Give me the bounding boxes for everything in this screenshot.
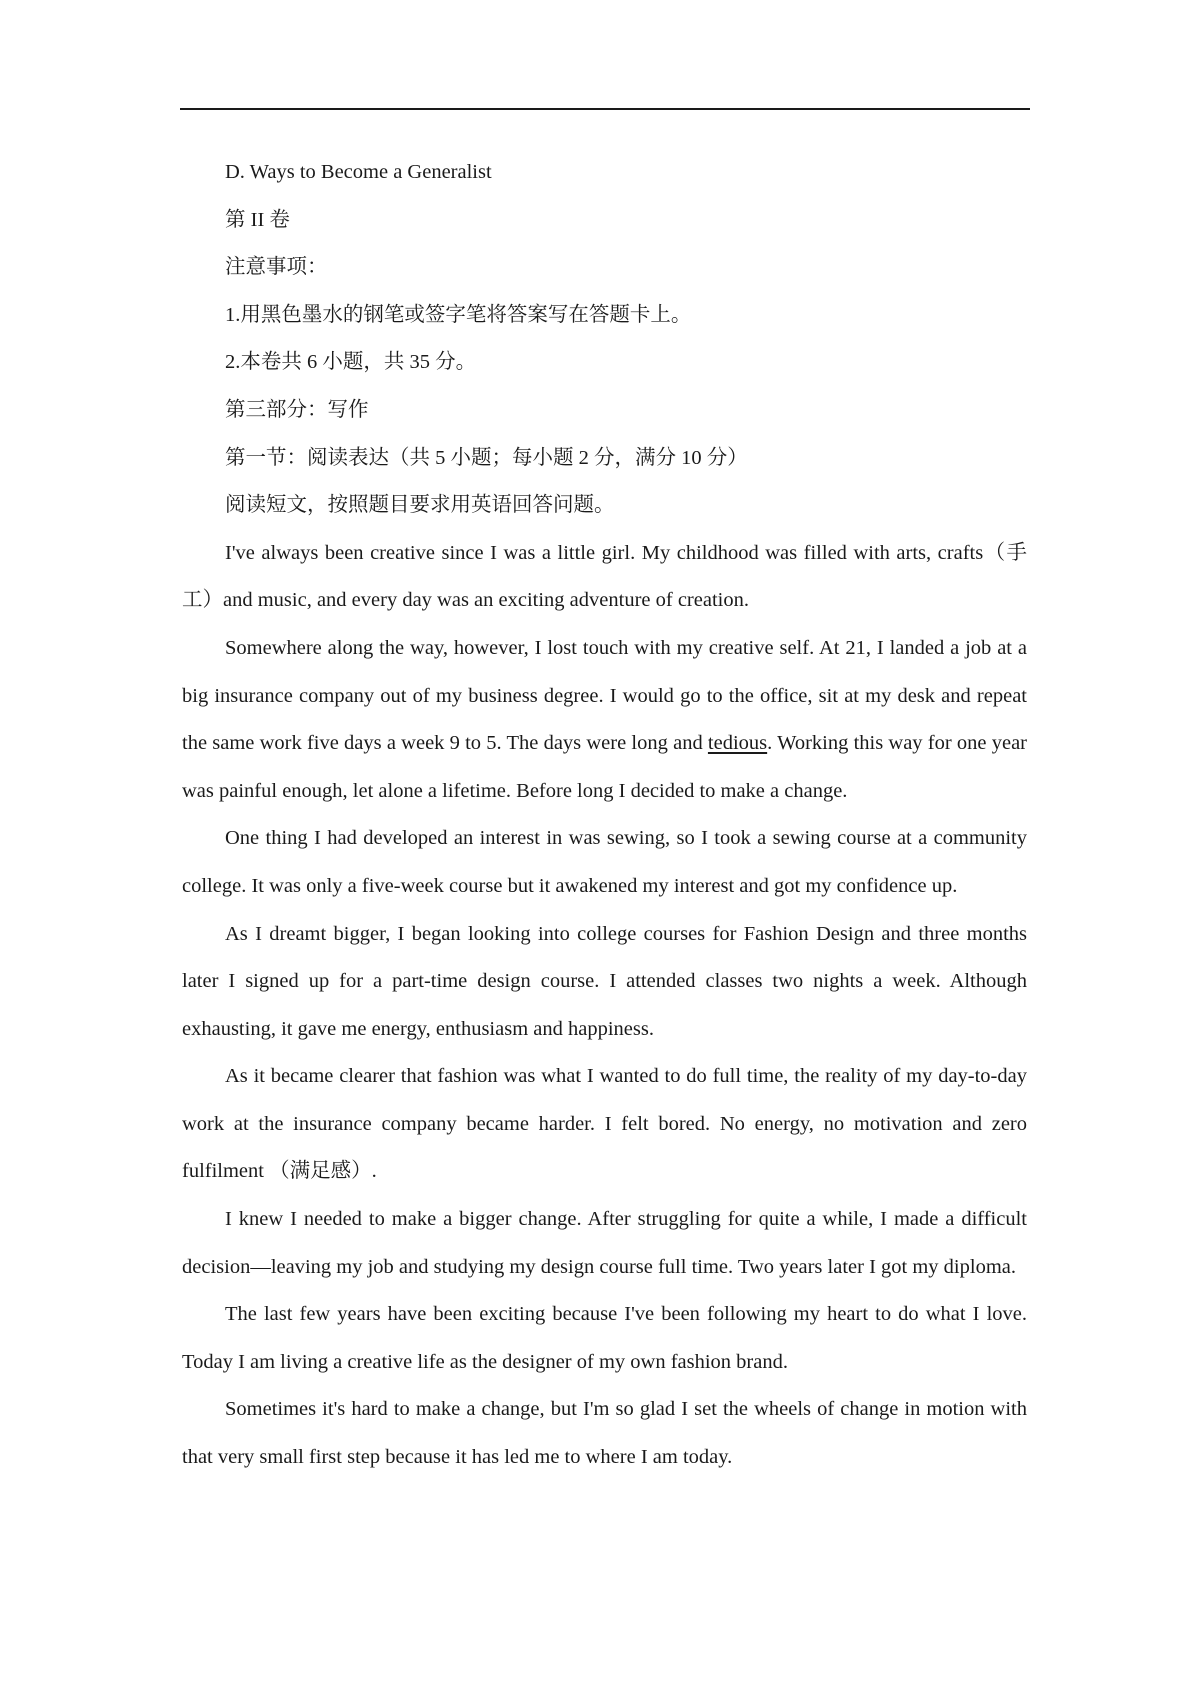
instruction: 阅读短文，按照题目要求用英语回答问题。: [225, 494, 615, 517]
header-rule: [180, 108, 1030, 110]
passage-paragraph-4: As I dreamt bigger, I began looking into college courses for Fashion Design and three months later I signed up for a part-time design course. I attended classes two nights a week. Although exhausting, it gave me energy, enthusiasm and happiness.: [182, 922, 1027, 1040]
passage-paragraph-6: I knew I needed to make a bigger change. After struggling for quite a while, I made a difficult decision—leaving my job and studying my design course full time. Two years later I got my diploma.: [182, 1208, 1027, 1278]
passage-paragraph-1: I've always been creative since I was a little girl. My childhood was filled with arts, crafts（手工）and music, and every day was an exciting adventure of creation.: [182, 541, 1027, 612]
passage-paragraph-2-start: Somewhere along the way, however, I lost touch with my creative self. At 21, I landed a job at a big insurance company out of my business degree. I would go to the office, sit at my desk and repeat the same work five days a week 9 to 5. The days were long and: [182, 636, 1027, 755]
passage-paragraph-2-end: . Working this way for one year was painful enough, let alone a lifetime. Before long I decided to make a change.: [182, 732, 1027, 802]
passage-paragraph-5: As it became clearer that fashion was what I wanted to do full time, the reality of my day-to-day work at the insurance company became harder. I felt bored. No energy, no motivation and zero fulfilment （满足感）.: [182, 1065, 1027, 1183]
option-d-text: D. Ways to Become a Generalist: [225, 161, 492, 183]
page-content: [182, 149, 1027, 1482]
underlined-word-tedious: tedious: [707, 732, 768, 755]
passage-paragraph-7: The last few years have been exciting because I've been following my heart to do what I love. Today I am living a creative life as the designer of my own fashion brand.: [182, 1303, 1027, 1373]
section-title: 第一节：阅读表达（共 5 小题；每小题 2 分，满分 10 分）: [225, 446, 748, 469]
notice-item-1: 1.用黑色墨水的钢笔或签字笔将答案写在答题卡上。: [225, 303, 692, 326]
notice-item-2: 2.本卷共 6 小题，共 35 分。: [225, 351, 477, 374]
passage-paragraph-2: [182, 625, 1027, 815]
part-title: 第三部分：写作: [225, 398, 369, 421]
notice-title: 注意事项：: [225, 256, 328, 279]
passage-paragraph-8: Sometimes it's hard to make a change, but I'm so glad I set the wheels of change in motion with that very small first step because it has led me to where I am today.: [182, 1398, 1027, 1469]
volume-title: 第 II 卷: [225, 208, 290, 231]
passage-paragraph-3: One thing I had developed an interest in was sewing, so I took a sewing course at a community college. It was only a five-week course but it awakened my interest and got my confidence up.: [182, 827, 1027, 897]
